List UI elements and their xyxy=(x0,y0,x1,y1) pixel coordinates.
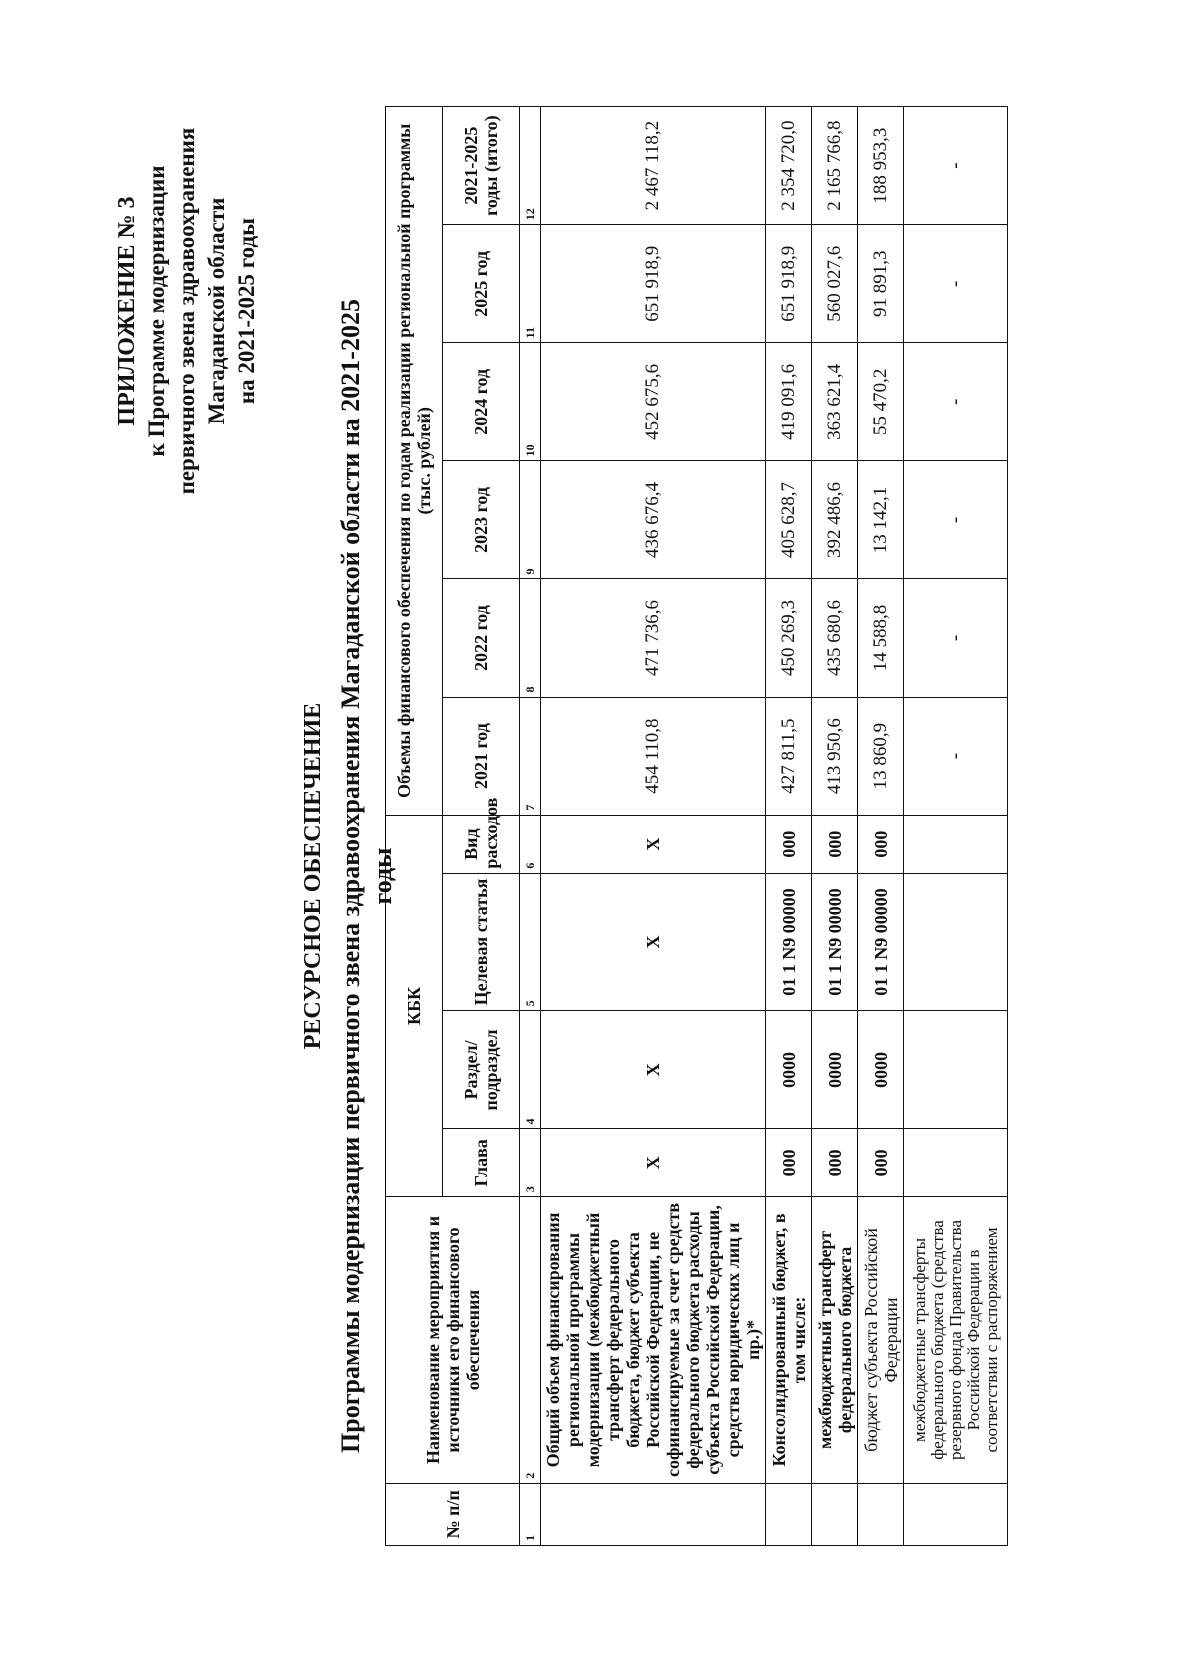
table-row xyxy=(812,107,858,1546)
header-year-2025: 2025 год xyxy=(443,225,520,343)
row-value-2024: 55 470,2 xyxy=(858,343,904,461)
row-expense-type: 000 xyxy=(812,815,858,873)
column-number: 4 xyxy=(520,1011,541,1129)
column-number: 10 xyxy=(520,343,541,461)
header-year-2022: 2022 год xyxy=(443,579,520,697)
appendix-header xyxy=(112,51,262,571)
row-expense-type: 000 xyxy=(858,815,904,873)
row-value-2021: - xyxy=(904,697,1008,815)
row-value-2023: 436 676,4 xyxy=(541,461,766,579)
row-num xyxy=(812,1483,858,1545)
table-row xyxy=(766,107,812,1546)
column-number: 5 xyxy=(520,873,541,1011)
header-expense-type: Вид расходов xyxy=(443,815,520,873)
row-target: 01 1 N9 00000 xyxy=(858,873,904,1011)
column-number: 6 xyxy=(520,815,541,873)
header-year-2023: 2023 год xyxy=(443,461,520,579)
row-value-2024: 452 675,6 xyxy=(541,343,766,461)
row-value-2024: 419 091,6 xyxy=(766,343,812,461)
row-value-total: 2 467 118,2 xyxy=(541,107,766,225)
header-total: 2021-2025 годы (итого) xyxy=(443,107,520,225)
row-chapter: 000 xyxy=(812,1129,858,1197)
row-value-2021: 413 950,6 xyxy=(812,697,858,815)
row-value-2025: 651 918,9 xyxy=(766,225,812,343)
column-number: 3 xyxy=(520,1129,541,1197)
row-value-2023: 392 486,6 xyxy=(812,461,858,579)
header-section: Раздел/ подраздел xyxy=(443,1011,520,1129)
column-number: 11 xyxy=(520,225,541,343)
row-value-2022: 14 588,8 xyxy=(858,579,904,697)
row-value-2023: - xyxy=(904,461,1008,579)
row-value-2025: 560 027,6 xyxy=(812,225,858,343)
row-value-2021: 427 811,5 xyxy=(766,697,812,815)
row-target: 01 1 N9 00000 xyxy=(812,873,858,1011)
row-value-total: 2 165 766,8 xyxy=(812,107,858,225)
row-name: межбюджетные трансферты федерального бюджета (средства резервного фонда Правительства Российской Федерации в соответствии с распоряжением xyxy=(904,1197,1008,1483)
row-section: 0000 xyxy=(812,1011,858,1129)
header-chapter: Глава xyxy=(443,1129,520,1197)
header-row xyxy=(386,107,443,1546)
header-num: № п/п xyxy=(386,1483,520,1545)
row-section: 0000 xyxy=(858,1011,904,1129)
row-num xyxy=(541,1483,766,1545)
column-number-row xyxy=(520,107,541,1546)
row-section: X xyxy=(541,1011,766,1129)
table-row xyxy=(541,107,766,1546)
column-number: 8 xyxy=(520,579,541,697)
row-chapter: 000 xyxy=(858,1129,904,1197)
row-name: межбюджетный трансферт федерального бюджета xyxy=(812,1197,858,1483)
row-name: Консолидированный бюджет, в том числе: xyxy=(766,1197,812,1483)
row-section: 0000 xyxy=(766,1011,812,1129)
row-value-2022: 435 680,6 xyxy=(812,579,858,697)
row-name: Общий объем финансирования региональной программы модернизации (межбюджетный трансферт федерального бюджета, бюджет субъекта Российской Федерации, не софинансируемые за счет средств федерального бюджета расходы субъекта Российской Федерации, средства юридических лиц и пр.)* xyxy=(541,1197,766,1483)
table-row xyxy=(904,107,1008,1546)
column-number: 2 xyxy=(520,1197,541,1483)
row-value-2022: 450 269,3 xyxy=(766,579,812,697)
row-num xyxy=(858,1483,904,1545)
document-subtitle: Программы модернизации первичного звена здравоохранения Магаданской области на 2021-2025 годы xyxy=(336,299,397,1453)
appendix-line: на 2021-2025 годы xyxy=(234,217,259,405)
row-value-2023: 405 628,7 xyxy=(766,461,812,579)
row-value-total: - xyxy=(904,107,1008,225)
row-value-total: 2 354 720,0 xyxy=(766,107,812,225)
row-value-2025: 91 891,3 xyxy=(858,225,904,343)
row-value-total: 188 953,3 xyxy=(858,107,904,225)
row-value-2023: 13 142,1 xyxy=(858,461,904,579)
column-number: 1 xyxy=(520,1483,541,1545)
header-year-2021: 2021 год xyxy=(443,697,520,815)
appendix-line: Магаданской области xyxy=(204,197,229,425)
row-chapter: 000 xyxy=(766,1129,812,1197)
row-value-2024: - xyxy=(904,343,1008,461)
column-number: 9 xyxy=(520,461,541,579)
row-num xyxy=(904,1483,1008,1545)
appendix-line: первичного звена здравоохранения xyxy=(174,127,199,495)
header-volumes: Объемы финансового обеспечения по годам реализации региональной программы (тыс. рублей) xyxy=(386,107,443,816)
row-section xyxy=(904,1011,1008,1129)
row-value-2021: 13 860,9 xyxy=(858,697,904,815)
header-year-2024: 2024 год xyxy=(443,343,520,461)
appendix-number: ПРИЛОЖЕНИЕ № 3 xyxy=(114,196,140,426)
appendix-line: к Программе модернизации xyxy=(144,165,169,457)
row-value-2024: 363 621,4 xyxy=(812,343,858,461)
header-kbk: КБК xyxy=(386,815,443,1197)
row-value-2021: 454 110,8 xyxy=(541,697,766,815)
row-chapter: X xyxy=(541,1129,766,1197)
row-value-2025: 651 918,9 xyxy=(541,225,766,343)
column-number: 12 xyxy=(520,107,541,225)
row-expense-type: X xyxy=(541,815,766,873)
row-target xyxy=(904,873,1008,1011)
row-value-2022: 471 736,6 xyxy=(541,579,766,697)
row-expense-type: 000 xyxy=(766,815,812,873)
header-name: Наименование мероприятия и источники его финансового обеспечения xyxy=(386,1197,520,1483)
document-title: РЕСУРСНОЕ ОБЕСПЕЧЕНИЕ xyxy=(300,702,326,1050)
row-expense-type xyxy=(904,815,1008,873)
row-target: 01 1 N9 00000 xyxy=(766,873,812,1011)
table-row xyxy=(858,107,904,1546)
row-value-2022: - xyxy=(904,579,1008,697)
row-value-2025: - xyxy=(904,225,1008,343)
row-num xyxy=(766,1483,812,1545)
column-number: 7 xyxy=(520,697,541,815)
row-chapter xyxy=(904,1129,1008,1197)
resource-table xyxy=(385,106,1008,1546)
row-target: X xyxy=(541,873,766,1011)
row-name: бюджет субъекта Российской Федерации xyxy=(858,1197,904,1483)
header-target: Целевая статья xyxy=(443,873,520,1011)
